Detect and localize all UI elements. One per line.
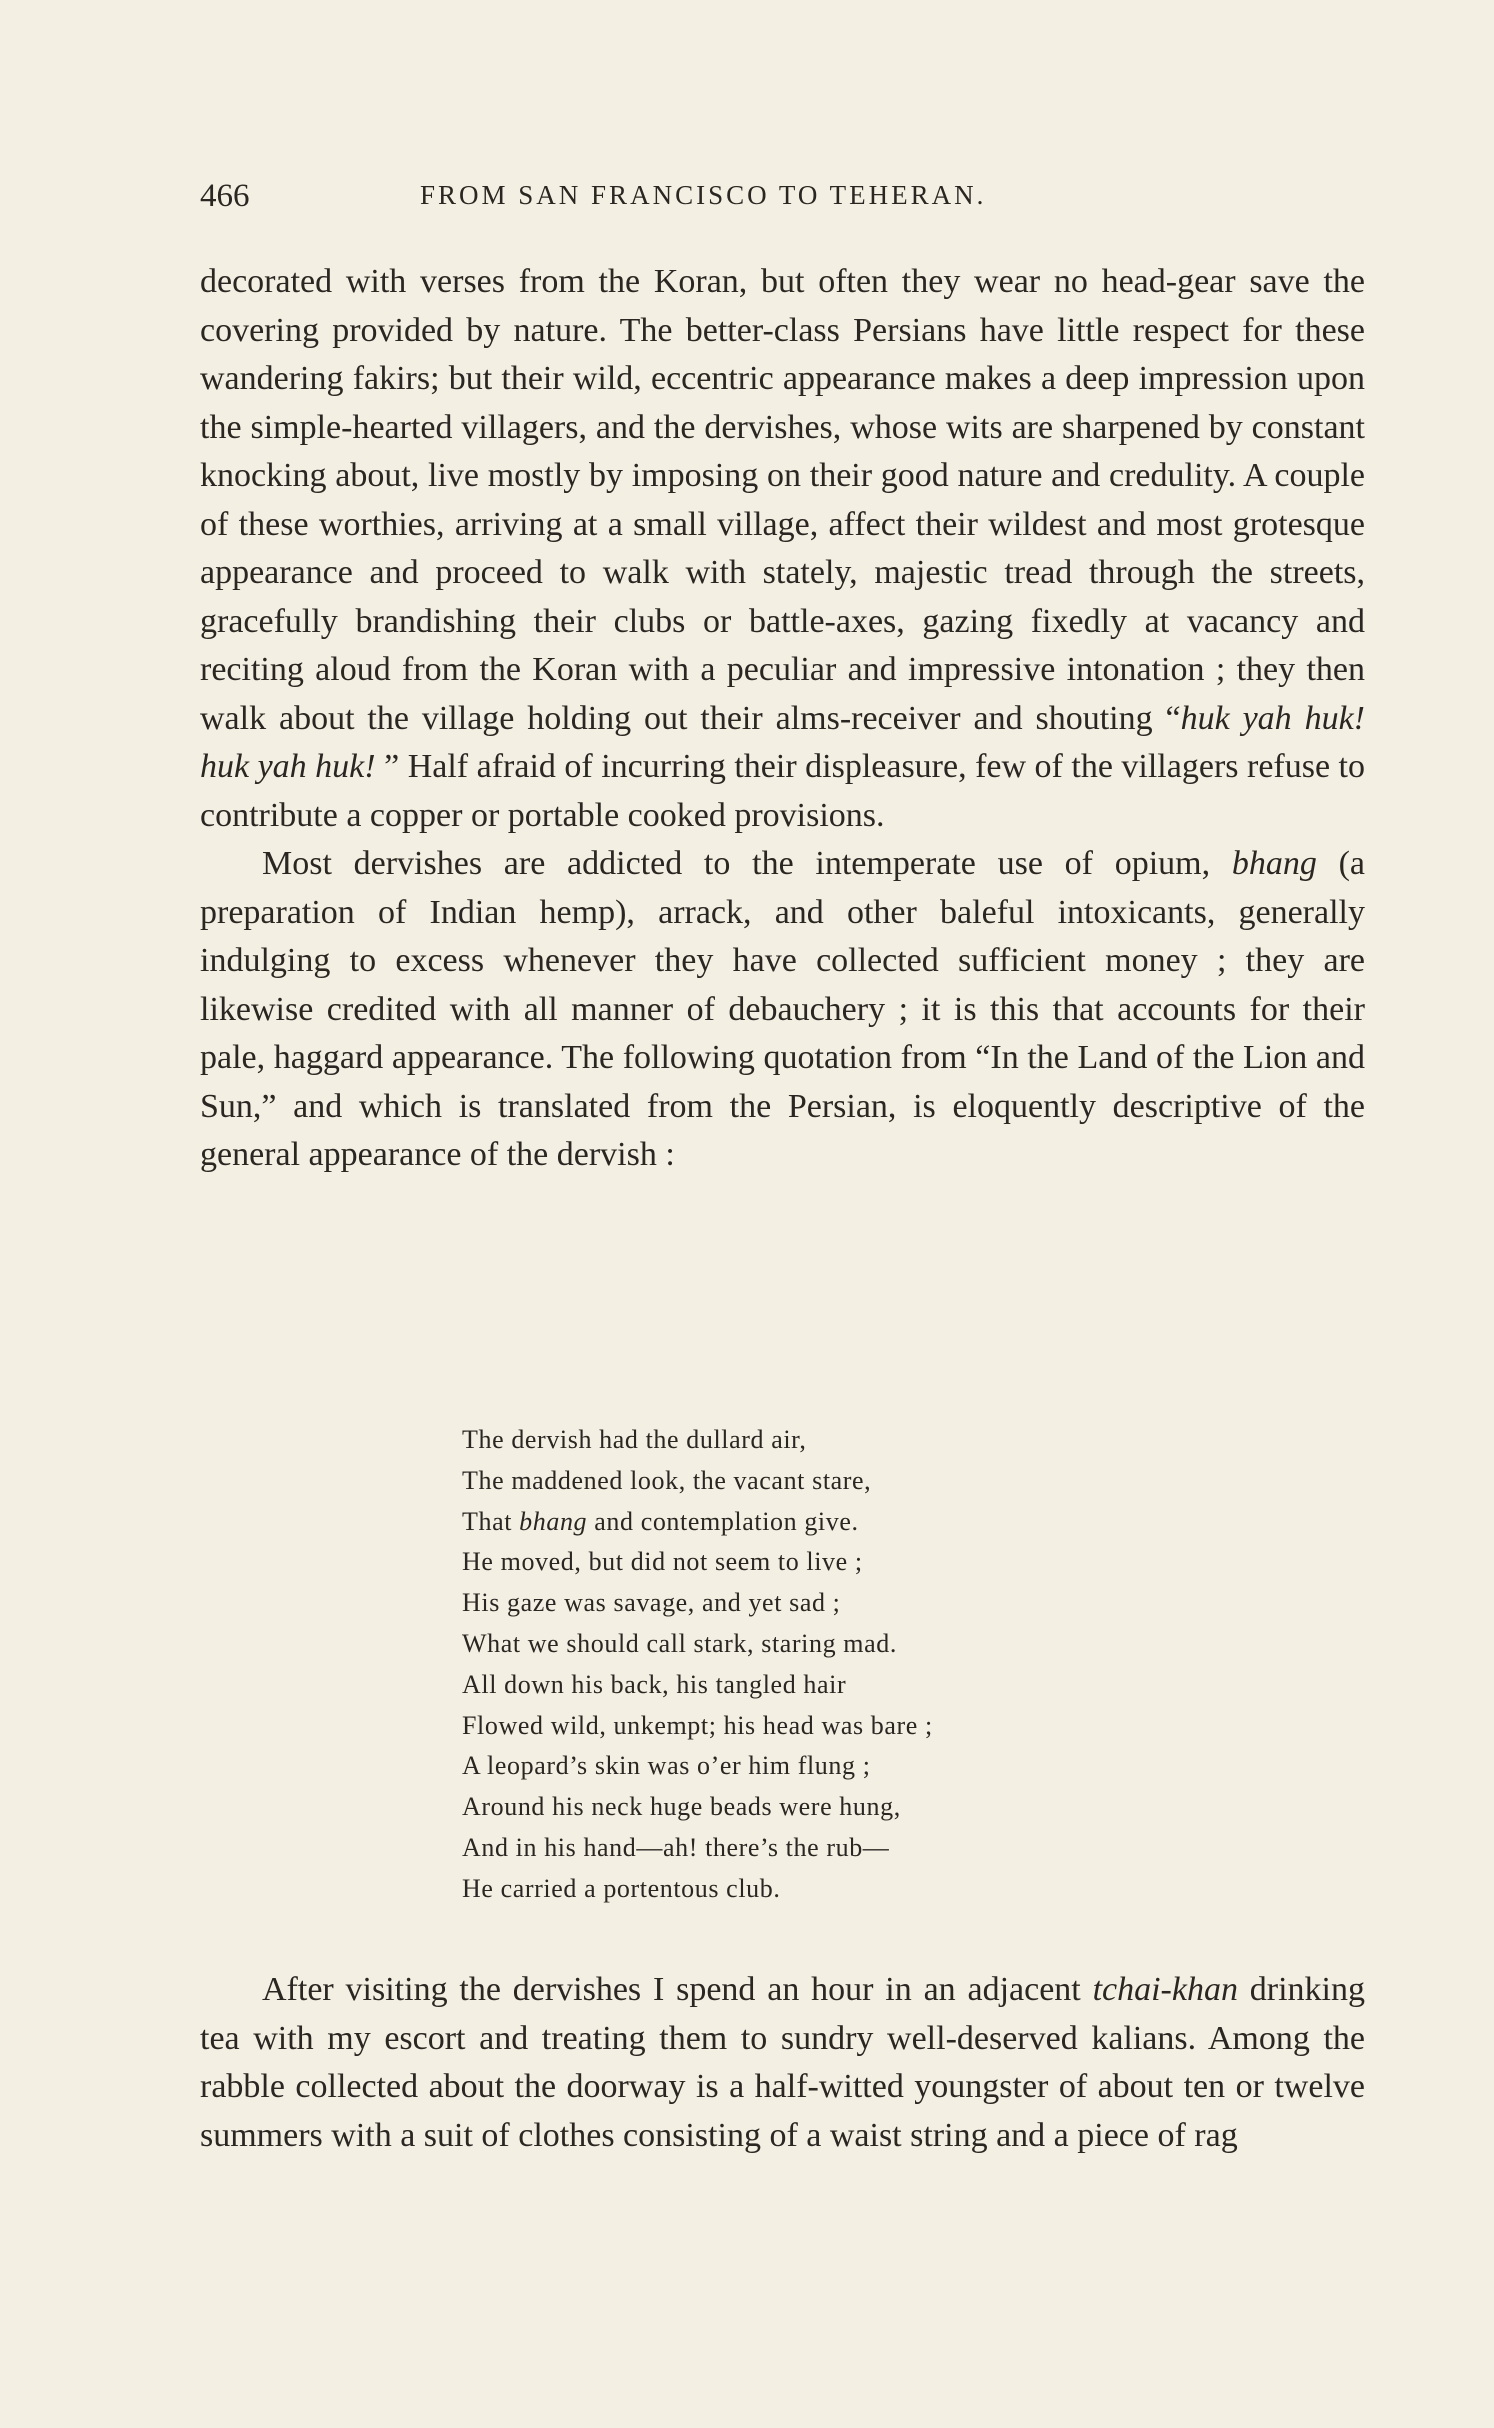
running-head: FROM SAN FRANCISCO TO TEHERAN.: [420, 180, 987, 210]
page-header: [200, 178, 1360, 218]
body-text: [200, 258, 1365, 1180]
body-text-continued: [200, 1966, 1365, 2160]
poem-line: Flowed wild, unkempt; his head was bare ;: [462, 1710, 933, 1740]
paragraph-text: ” Half afraid of incurring their displeasure, few of the villagers refuse to contribute a copper or portable cooked provisions.: [200, 748, 1365, 834]
page-number: 466: [200, 178, 250, 214]
poem-quotation: [462, 1420, 1222, 1910]
poem-line: The maddened look, the vacant stare,: [462, 1465, 872, 1495]
poem-line: His gaze was savage, and yet sad ;: [462, 1588, 841, 1618]
paragraph-text: drinking tea with my escort and treating them to sundry well-deserved kalians. Among the rabble collected about the doorway is a half-witted youngster of about ten or twelve summers with a suit of clothes consisting of a waist string and a piece of rag: [200, 1971, 1366, 2154]
poem-line: A leopard’s skin was o’er him flung ;: [462, 1751, 871, 1781]
poem-line: All down his back, his tangled hair: [462, 1669, 847, 1699]
paragraph: [200, 840, 1365, 1180]
poem-text: That: [462, 1506, 520, 1536]
italic-phrase: huk yah huk! huk yah huk!: [200, 699, 1365, 785]
paragraph-text: After visiting the dervishes I spend an hour in an adjacent: [262, 1971, 1093, 2008]
poem-line: He moved, but did not seem to live ;: [462, 1547, 863, 1577]
poem-line: And in his hand—ah! there’s the rub—: [462, 1832, 890, 1862]
paragraph-text: Most dervishes are addicted to the intemperate use of opium,: [262, 845, 1232, 882]
poem-line: Around his neck huge beads were hung,: [462, 1792, 901, 1822]
italic-phrase: bhang: [519, 1506, 588, 1536]
italic-phrase: bhang: [1231, 845, 1317, 882]
poem-text: and contemplation give.: [587, 1506, 859, 1536]
poem-line: What we should call stark, staring mad.: [462, 1628, 897, 1658]
paragraph-text: decorated with verses from the Koran, but often they wear no head-gear save the covering provided by nature. The better-class Persians have little respect for these wandering fakirs; but their wild, eccentric appearance makes a deep impression upon the simple-hearted villagers, and the dervishes, whose wits are sharpened by constant knocking about, live mostly by imposing on their good nature and credulity. A couple of these worthies, arriving at a small village, affect their wildest and most grotesque appearance and proceed to walk with stately, majestic tread through the streets, gracefully brandishing their clubs or battle-axes, gazing fixedly at vacancy and reciting aloud from the Koran with a peculiar and impressive intonation ; they then walk about the village holding out their alms-receiver and shouting “: [200, 263, 1365, 737]
poem-line: The dervish had the dullard air,: [462, 1425, 807, 1454]
paragraph-text: (a preparation of Indian hemp), arrack, and other baleful intoxicants, generally indulging to excess whenever they have collected sufficient money ; they are likewise credited with all manner of debauchery ; it is this that accounts for their pale, haggard appearance. The following quotation from “In the Land of the Lion and Sun,” and which is translated from the Persian, is eloquently descriptive of the general appearance of the dervish :: [200, 845, 1365, 1173]
paragraph: [200, 1966, 1365, 2160]
italic-phrase: tchai-khan: [1092, 1971, 1238, 2008]
paragraph: [200, 258, 1365, 840]
poem-line: [462, 1502, 1222, 1543]
poem-line: He carried a portentous club.: [462, 1873, 781, 1903]
